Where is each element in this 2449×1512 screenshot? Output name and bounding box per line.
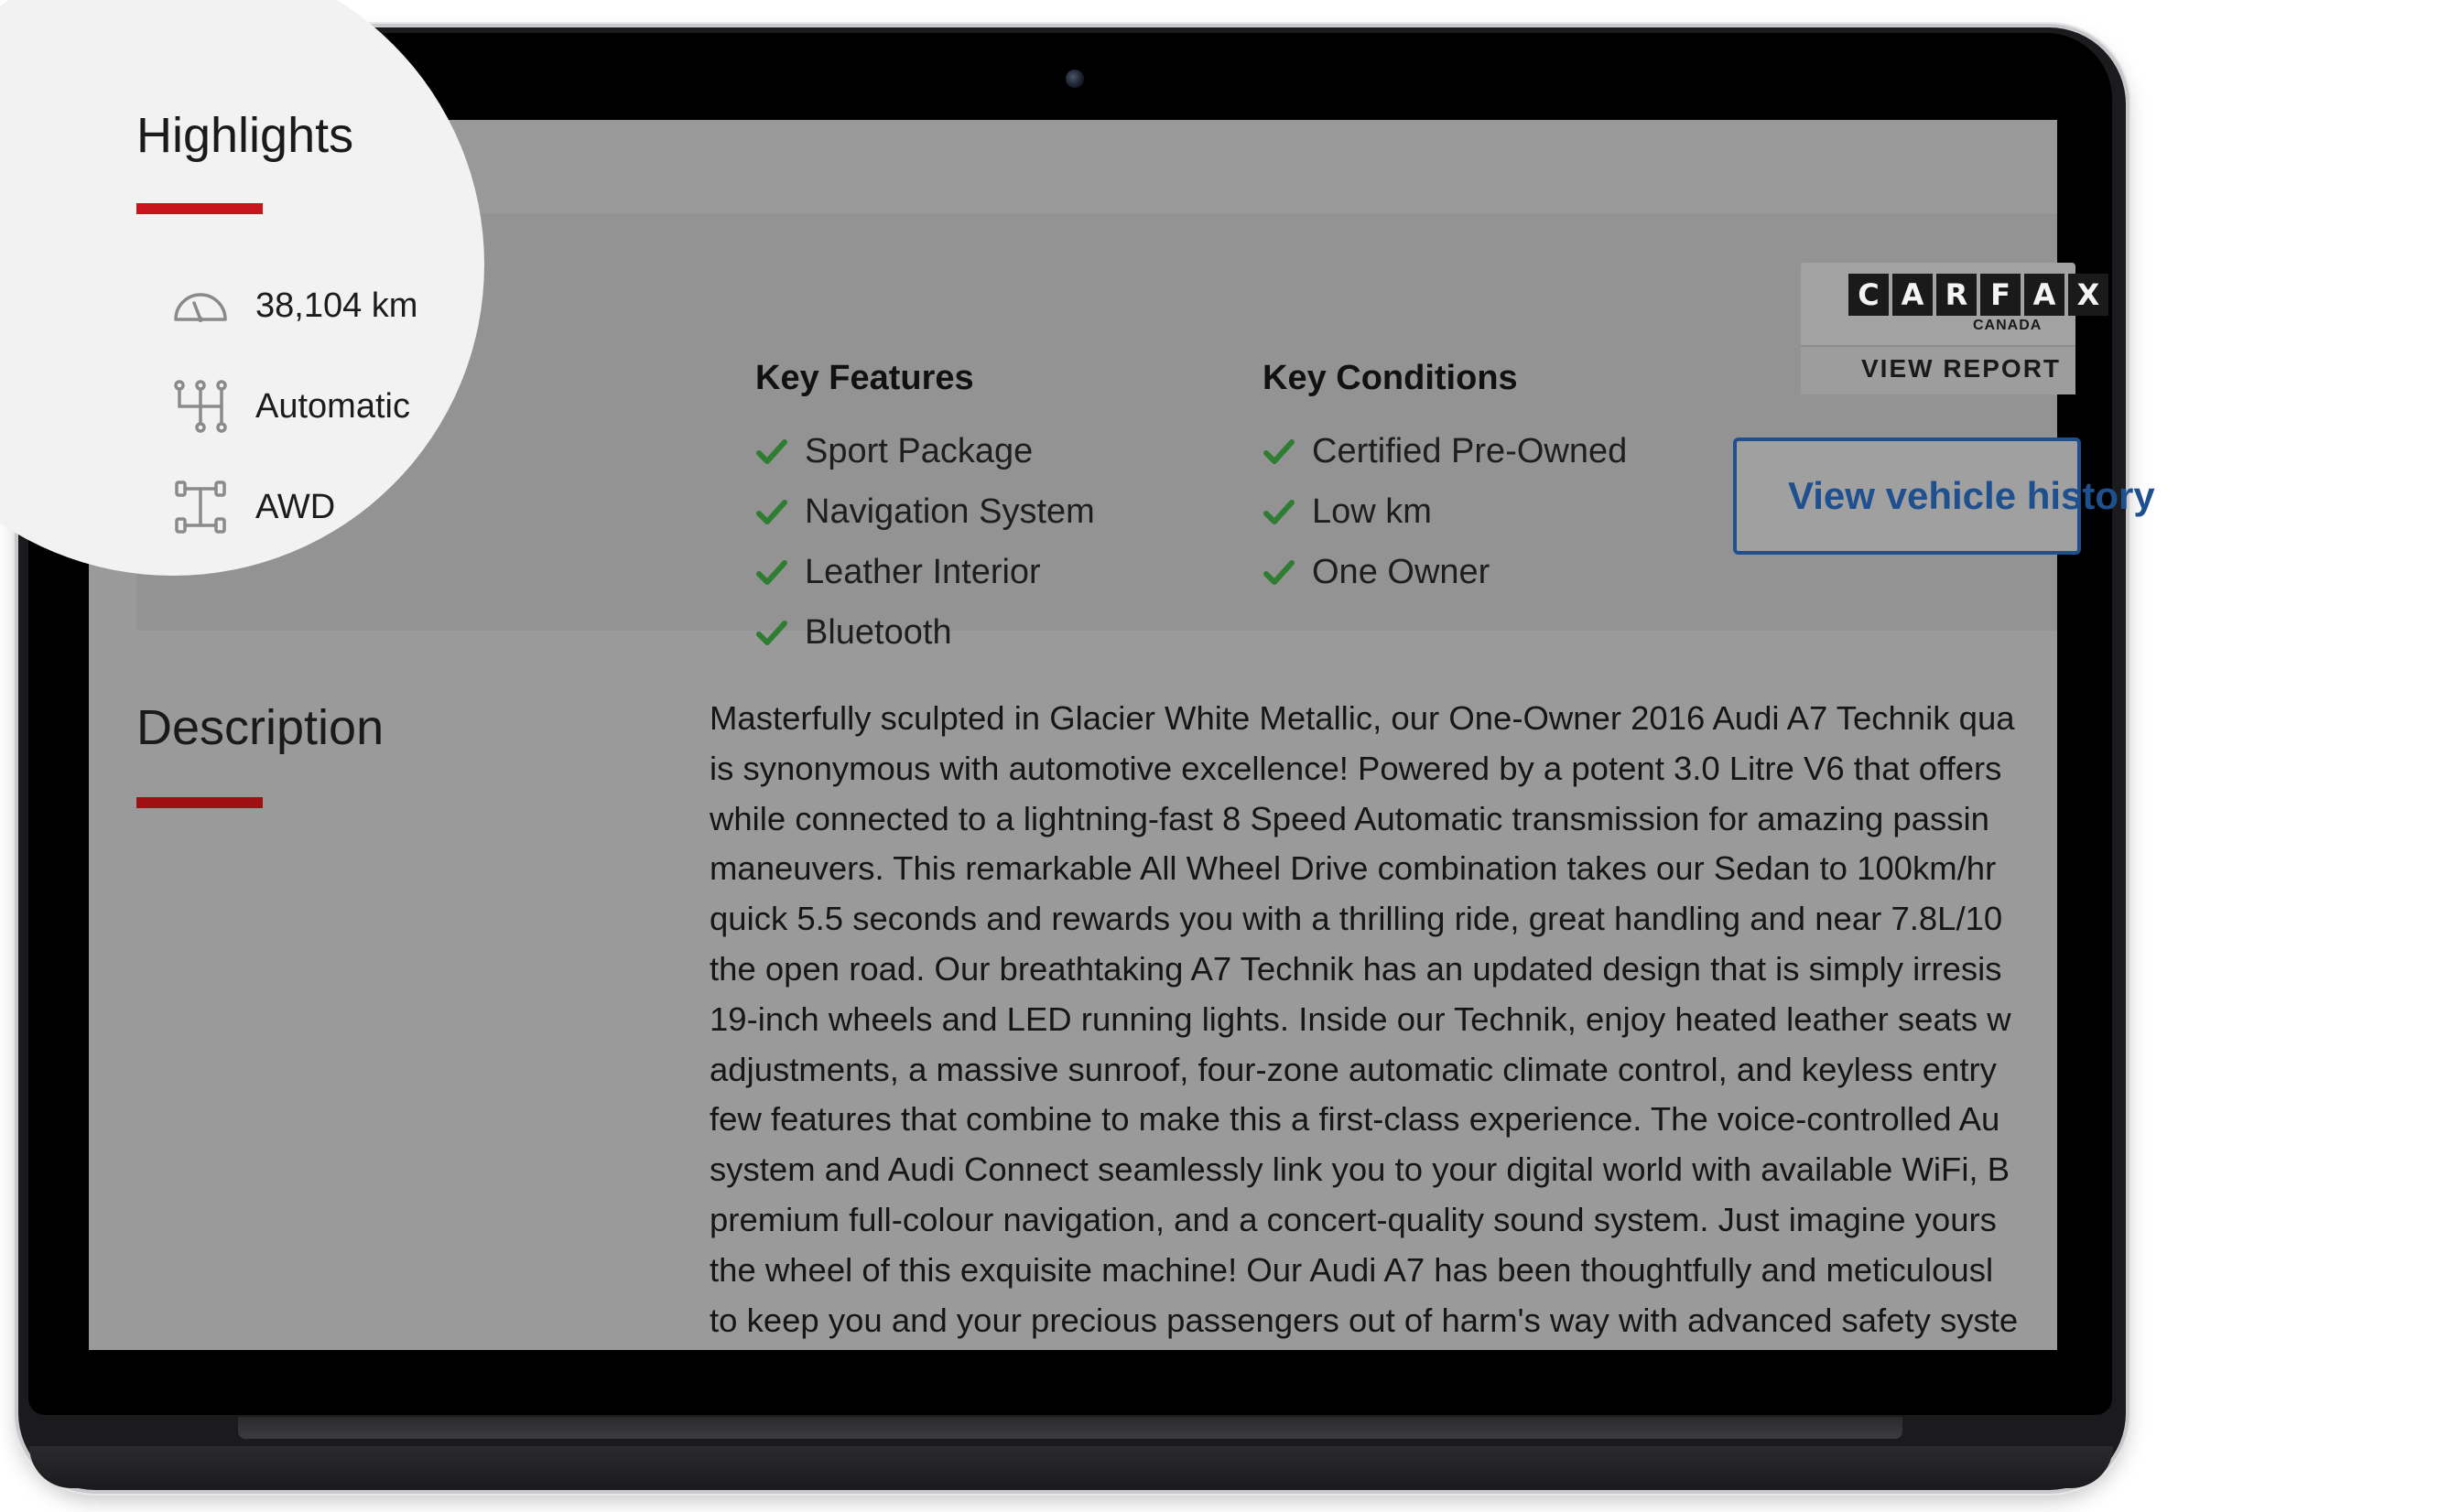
description-accent-bar bbox=[136, 797, 263, 808]
key-condition-item bbox=[1262, 543, 1627, 603]
key-feature-label: Sport Package bbox=[805, 432, 1034, 471]
description-line: while connected to a lightning-fast 8 Speed Automatic transmission for amazing passin bbox=[710, 799, 1989, 837]
screen bbox=[89, 108, 2155, 1350]
key-feature-item bbox=[755, 482, 1095, 543]
description-line: Masterfully sculpted in Glacier White Metallic, our One-Owner 2016 Audi A7 Technik qua bbox=[710, 699, 2015, 737]
description-line: is synonymous with automotive excellence! Powered by a potent 3.0 Litre V6 that offers bbox=[710, 749, 2002, 787]
drivetrain-label: AWD bbox=[255, 487, 336, 526]
key-conditions-column bbox=[1262, 360, 1627, 603]
key-features-column bbox=[755, 360, 1095, 664]
description-line: few features that combine to make this a first-class experience. The voice-controlled Au bbox=[710, 1100, 2000, 1139]
checkmark-icon bbox=[1262, 436, 1295, 469]
checkmark-icon bbox=[755, 617, 788, 650]
key-condition-label: Low km bbox=[1312, 492, 1432, 532]
key-feature-item bbox=[755, 422, 1095, 482]
key-conditions-list bbox=[1262, 422, 1627, 603]
transmission-label: Automatic bbox=[255, 386, 410, 426]
carfax-logo bbox=[1848, 274, 2112, 316]
description-line: quick 5.5 seconds and rewards you with a thrilling ride, great handling and near 7.8L/10 bbox=[710, 900, 2003, 938]
carfax-country-label: CANADA bbox=[1973, 318, 2043, 333]
carfax-logo-letter: A bbox=[2024, 274, 2064, 316]
description-line: to keep you and your precious passengers out of harm's way with advanced safety syste bbox=[710, 1301, 2019, 1339]
key-feature-label: Bluetooth bbox=[805, 613, 952, 653]
mileage-label: 38,104 km bbox=[255, 286, 418, 325]
carfax-logo-letter: R bbox=[1936, 274, 1977, 316]
transmission-stat bbox=[171, 378, 410, 435]
key-condition-item bbox=[1262, 482, 1627, 543]
highlights-accent-bar bbox=[136, 203, 263, 214]
description-line: 19-inch wheels and LED running lights. Inside our Technik, enjoy heated leather seats w bbox=[710, 999, 2011, 1038]
key-features-title: Key Features bbox=[755, 359, 974, 397]
description-text bbox=[710, 694, 2449, 1345]
highlights-heading: Highlights bbox=[136, 108, 354, 163]
carfax-logo-letter: X bbox=[2068, 274, 2108, 316]
mileage-stat bbox=[171, 277, 417, 334]
description-line: the open road. Our breathtaking A7 Technik has an updated design that is simply irresis bbox=[710, 949, 2002, 988]
checkmark-icon bbox=[755, 556, 788, 589]
key-features-list bbox=[755, 422, 1095, 664]
speedometer-icon bbox=[171, 277, 230, 334]
key-feature-item bbox=[755, 603, 1095, 664]
description-line: adjustments, a massive sunroof, four-zone automatic climate control, and keyless entry bbox=[710, 1050, 1997, 1088]
description-line: premium full-colour navigation, and a concert-quality sound system. Just imagine yours bbox=[710, 1200, 1997, 1238]
checkmark-icon bbox=[1262, 496, 1295, 529]
key-feature-label: Navigation System bbox=[805, 492, 1095, 532]
carfax-logo-letter: A bbox=[1892, 274, 1933, 316]
laptop-base bbox=[29, 1446, 2113, 1488]
description-line: the wheel of this exquisite machine! Our Audi A7 has been thoughtfully and meticulousl bbox=[710, 1250, 1994, 1289]
checkmark-icon bbox=[755, 496, 788, 529]
carfax-report-badge[interactable] bbox=[1801, 263, 2100, 393]
checkmark-icon bbox=[755, 436, 788, 469]
laptop-hinge bbox=[238, 1417, 1902, 1439]
key-feature-item bbox=[755, 543, 1095, 603]
description-line: maneuvers. This remarkable All Wheel Drive combination takes our Sedan to 100km/hr bbox=[710, 849, 1997, 888]
key-condition-label: One Owner bbox=[1312, 553, 1490, 592]
key-condition-item bbox=[1262, 422, 1627, 482]
carfax-view-report-button[interactable] bbox=[1801, 345, 2075, 394]
carfax-logo-letter: C bbox=[1848, 274, 1889, 316]
webcam-icon bbox=[1066, 70, 1084, 88]
drivetrain-icon bbox=[171, 479, 230, 535]
description-heading: Description bbox=[136, 700, 385, 755]
transmission-icon bbox=[171, 378, 230, 435]
drivetrain-stat bbox=[171, 479, 335, 535]
checkmark-icon bbox=[1262, 556, 1295, 589]
key-feature-label: Leather Interior bbox=[805, 553, 1041, 592]
carfax-logo-letter: F bbox=[1980, 274, 2021, 316]
description-line: system and Audi Connect seamlessly link you to your digital world with available WiFi, B bbox=[710, 1150, 2010, 1189]
key-conditions-title: Key Conditions bbox=[1262, 359, 1518, 397]
carfax-view-report-label: VIEW REPORT bbox=[1861, 354, 2062, 383]
view-vehicle-history-button[interactable]: View vehicle history bbox=[1733, 437, 2081, 555]
key-condition-label: Certified Pre-Owned bbox=[1312, 432, 1628, 471]
